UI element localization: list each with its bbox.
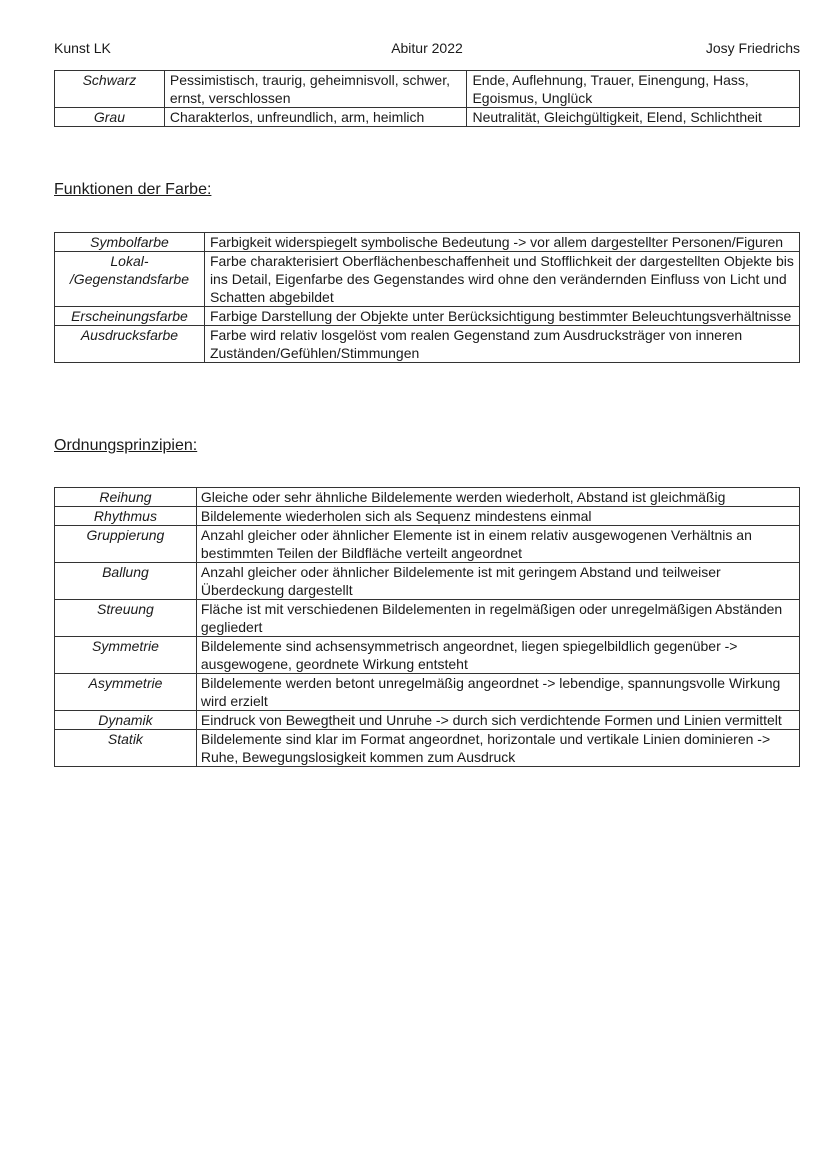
principle-term: Gruppierung	[55, 526, 197, 563]
principle-description: Eindruck von Bewegtheit und Unruhe -> durch sich verdichtende Formen und Linien vermittelt	[196, 711, 799, 730]
principle-term: Reihung	[55, 488, 197, 507]
principles-heading: Ordnungsprinzipien:	[54, 437, 198, 454]
function-description: Farbigkeit widerspiegelt symbolische Bedeutung -> vor allem dargestellter Personen/Figuren	[204, 233, 799, 252]
principle-term: Rhythmus	[55, 507, 197, 526]
principle-term: Dynamik	[55, 711, 197, 730]
color-symbolism: Ende, Auflehnung, Trauer, Einengung, Hass, Egoismus, Unglück	[467, 71, 800, 108]
function-description: Farbige Darstellung der Objekte unter Berücksichtigung bestimmter Beleuchtungsverhältnisse	[204, 307, 799, 326]
principle-description: Gleiche oder sehr ähnliche Bildelemente werden wiederholt, Abstand ist gleichmäßig	[196, 488, 799, 507]
principle-term: Symmetrie	[55, 637, 197, 674]
order-principles-table	[54, 487, 800, 767]
function-term: Erscheinungsfarbe	[55, 307, 205, 326]
header-author: Josy Friedrichs	[705, 40, 800, 56]
principle-term: Streuung	[55, 600, 197, 637]
color-symbolism: Neutralität, Gleichgültigkeit, Elend, Schlichtheit	[467, 108, 800, 127]
color-term: Schwarz	[55, 71, 165, 108]
principle-description: Bildelemente wiederholen sich als Sequenz mindestens einmal	[196, 507, 799, 526]
principle-description: Fläche ist mit verschiedenen Bildelementen in regelmäßigen oder unregelmäßigen Abständen gegliedert	[196, 600, 799, 637]
function-description: Farbe charakterisiert Oberflächenbeschaffenheit und Stofflichkeit der dargestellten Objekte bis ins Detail, Eigenfarbe des Gegenstandes wird ohne den verändernden Einfluss von Licht und Schatten abgebildet	[204, 252, 799, 307]
principle-term: Asymmetrie	[55, 674, 197, 711]
table-row	[55, 488, 800, 507]
principle-description: Bildelemente sind achsensymmetrisch angeordnet, liegen spiegelbildlich gegenüber -> ausgewogene, geordnete Wirkung entsteht	[196, 637, 799, 674]
function-description: Farbe wird relativ losgelöst vom realen Gegenstand zum Ausdrucksträger von inneren Zuständen/Gefühlen/Stimmungen	[204, 326, 799, 363]
table-row	[55, 526, 800, 563]
table-row	[55, 326, 800, 363]
functions-heading: Funktionen der Farbe:	[54, 181, 212, 198]
table-row	[55, 71, 800, 108]
principle-description: Bildelemente sind klar im Format angeordnet, horizontale und vertikale Linien dominieren -> Ruhe, Bewegungslosigkeit kommen zum Ausdruck	[196, 730, 799, 767]
color-meaning-table	[54, 70, 800, 127]
table-row	[55, 233, 800, 252]
header-exam: Abitur 2022	[391, 40, 463, 56]
table-row	[55, 637, 800, 674]
color-character: Pessimistisch, traurig, geheimnisvoll, schwer, ernst, verschlossen	[164, 71, 467, 108]
principle-term: Ballung	[55, 563, 197, 600]
table-row	[55, 711, 800, 730]
principle-description: Anzahl gleicher oder ähnlicher Elemente ist in einem relativ ausgewogenen Verhältnis an bestimmten Teilen der Bildfläche verteilt angeordnet	[196, 526, 799, 563]
table-row	[55, 730, 800, 767]
color-term: Grau	[55, 108, 165, 127]
table-row	[55, 307, 800, 326]
color-character: Charakterlos, unfreundlich, arm, heimlich	[164, 108, 467, 127]
header-course: Kunst LK	[54, 40, 111, 56]
table-row	[55, 674, 800, 711]
table-row	[55, 563, 800, 600]
function-term: Symbolfarbe	[55, 233, 205, 252]
table-row	[55, 252, 800, 307]
principle-term: Statik	[55, 730, 197, 767]
table-row	[55, 507, 800, 526]
function-term: Lokal- /Gegenstandsfarbe	[55, 252, 205, 307]
table-row	[55, 600, 800, 637]
function-term: Ausdrucksfarbe	[55, 326, 205, 363]
color-functions-table	[54, 232, 800, 363]
principle-description: Anzahl gleicher oder ähnlicher Bildelemente ist mit geringem Abstand und teilweiser Überdeckung dargestellt	[196, 563, 799, 600]
principle-description: Bildelemente werden betont unregelmäßig angeordnet -> lebendige, spannungsvolle Wirkung wird erzielt	[196, 674, 799, 711]
page-header	[54, 40, 800, 60]
table-row	[55, 108, 800, 127]
